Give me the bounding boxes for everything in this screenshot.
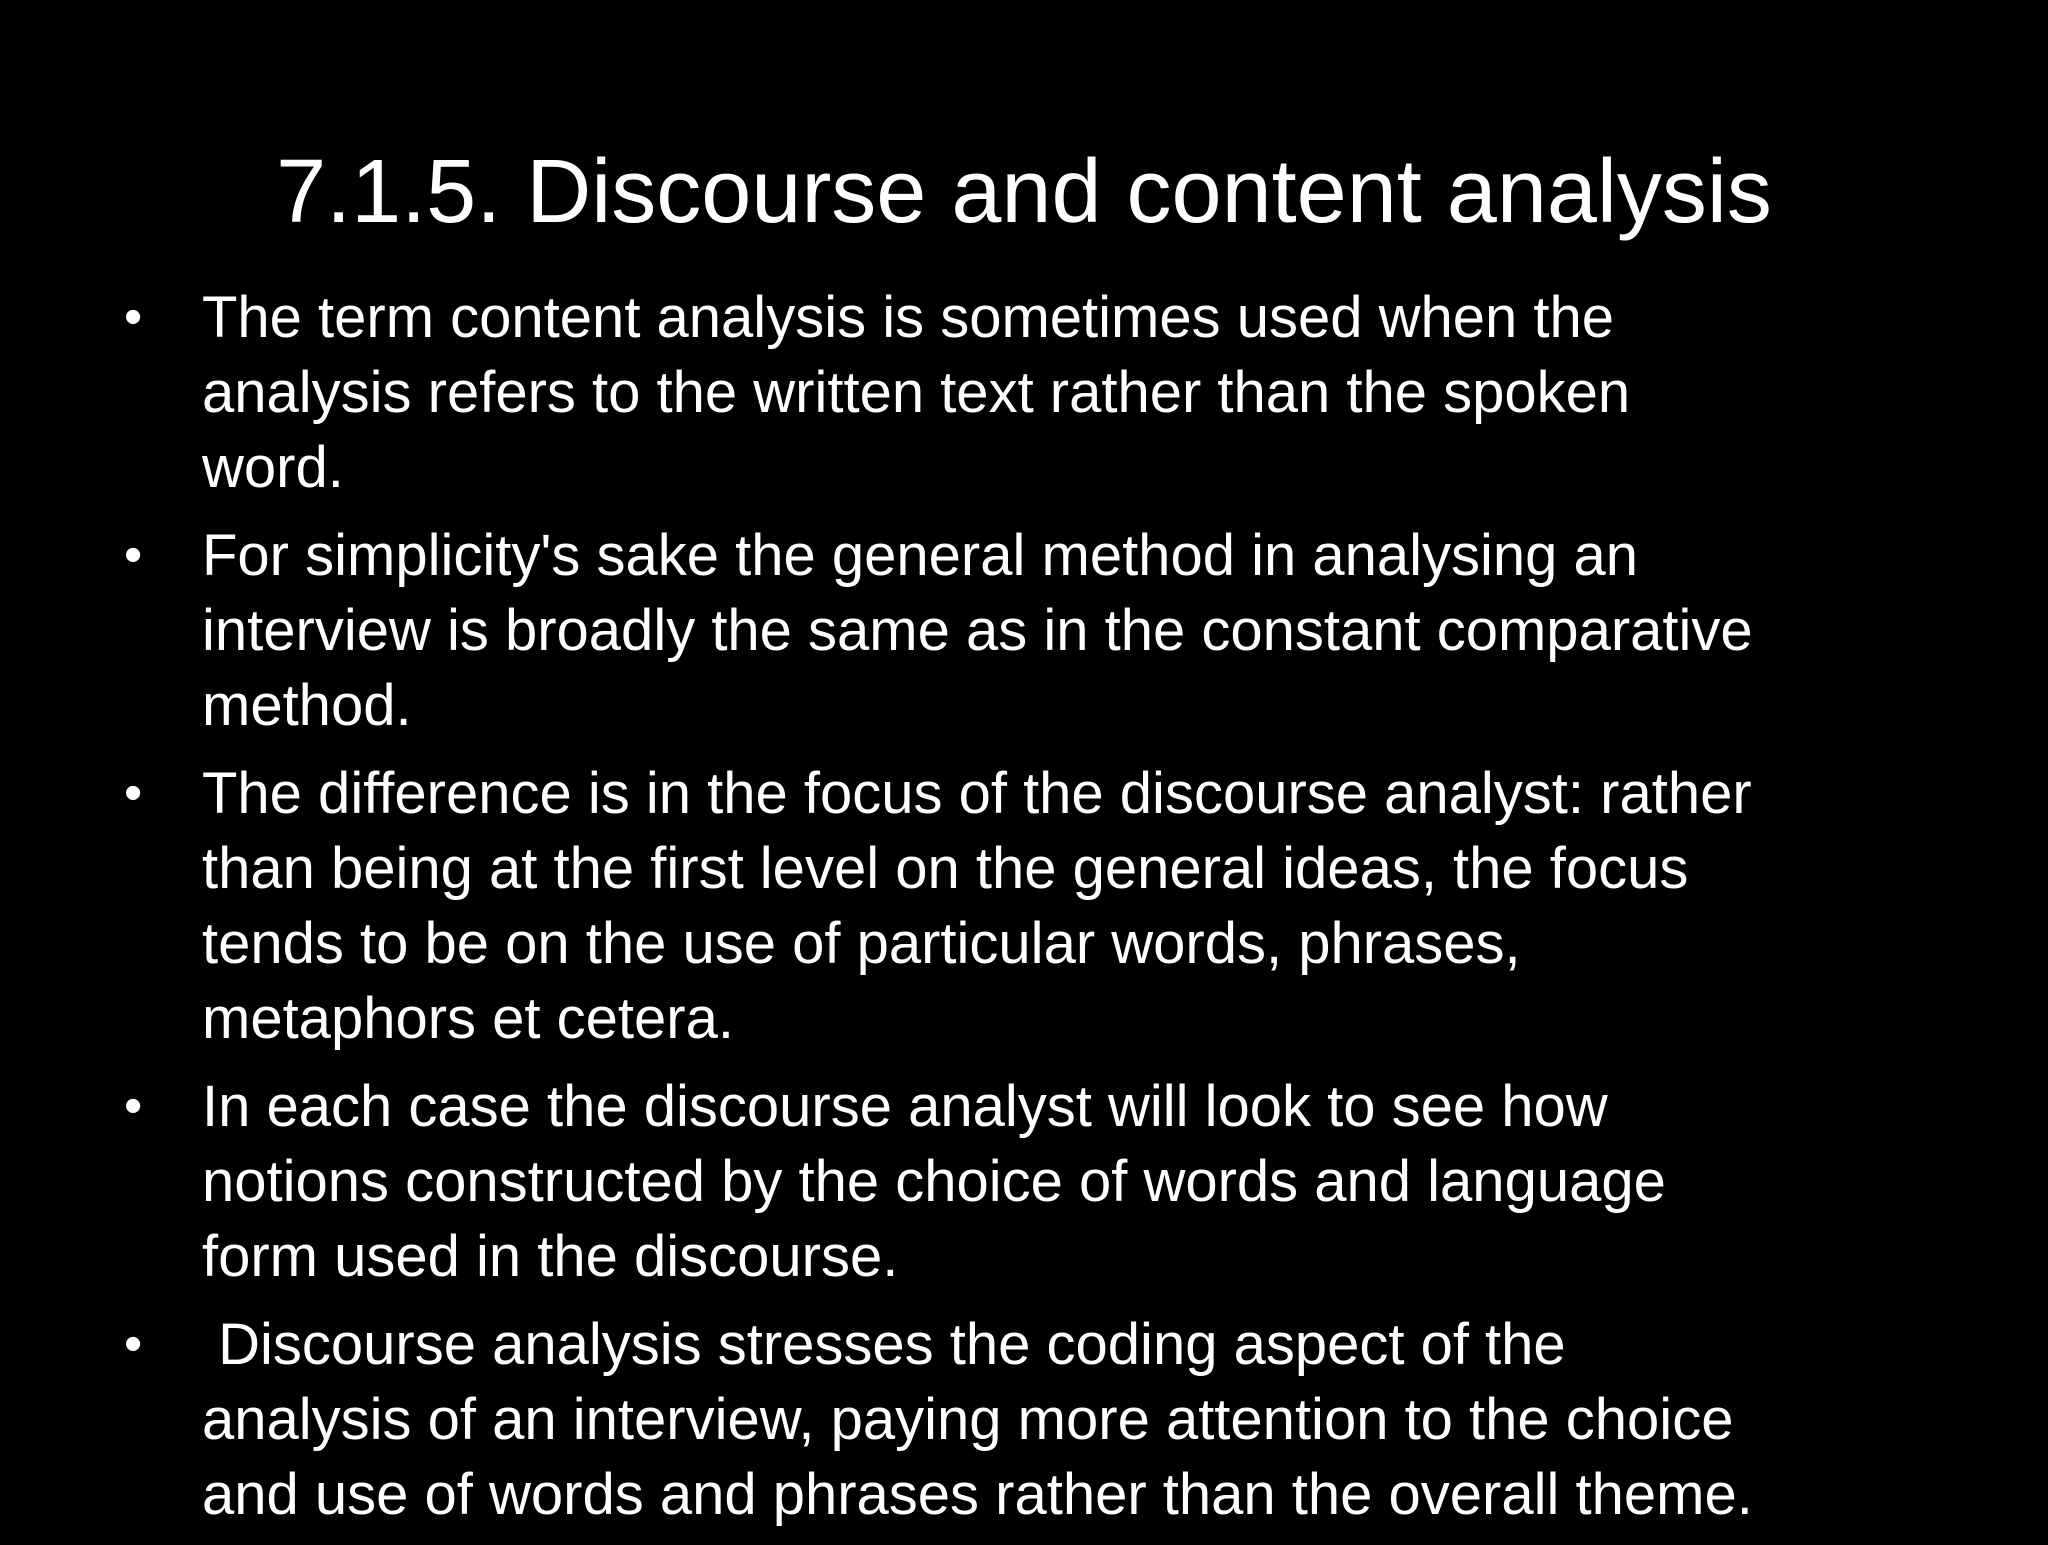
bullet-text-line: In each case the discourse analyst will look to see how [202,1074,1608,1139]
bullet-text-line: word. [202,435,344,500]
bullet-text-line: metaphors et cetera. [202,986,734,1051]
bullet-item [124,518,2004,743]
bullet-item [124,1069,2004,1294]
bullet-text-line: and use of words and phrases rather than the overall theme. [202,1462,1753,1527]
bullet-item [124,280,2004,505]
bullet-item [124,756,2004,1056]
bullet-text-line: tends to be on the use of particular words, phrases, [202,911,1521,976]
bullet-icon: • [124,1077,143,1135]
bullet-item [124,1307,2004,1532]
bullet-text-line: form used in the discourse. [202,1224,899,1289]
bullet-text-line: analysis refers to the written text rather than the spoken [202,360,1631,425]
bullet-text-line: notions constructed by the choice of words and language [202,1149,1666,1214]
bullet-icon: • [124,1315,143,1373]
bullet-text-line: than being at the first level on the general ideas, the focus [202,836,1689,901]
slide-title: 7.1.5. Discourse and content analysis [276,142,1772,242]
bullet-icon: • [124,764,143,822]
bullet-icon: • [124,288,143,346]
bullet-list [124,280,2004,1545]
bullet-text-line: Discourse analysis stresses the coding aspect of the [202,1312,1566,1377]
bullet-text-line: For simplicity's sake the general method in analysing an [202,523,1639,588]
bullet-text-line: analysis of an interview, paying more attention to the choice [202,1387,1734,1452]
bullet-text-line: method. [202,673,412,738]
bullet-text-line: The difference is in the focus of the discourse analyst: rather [202,761,1752,826]
bullet-icon: • [124,526,143,584]
bullet-text-line: interview is broadly the same as in the constant comparative [202,598,1753,663]
bullet-text-line: The term content analysis is sometimes used when the [202,285,1614,350]
